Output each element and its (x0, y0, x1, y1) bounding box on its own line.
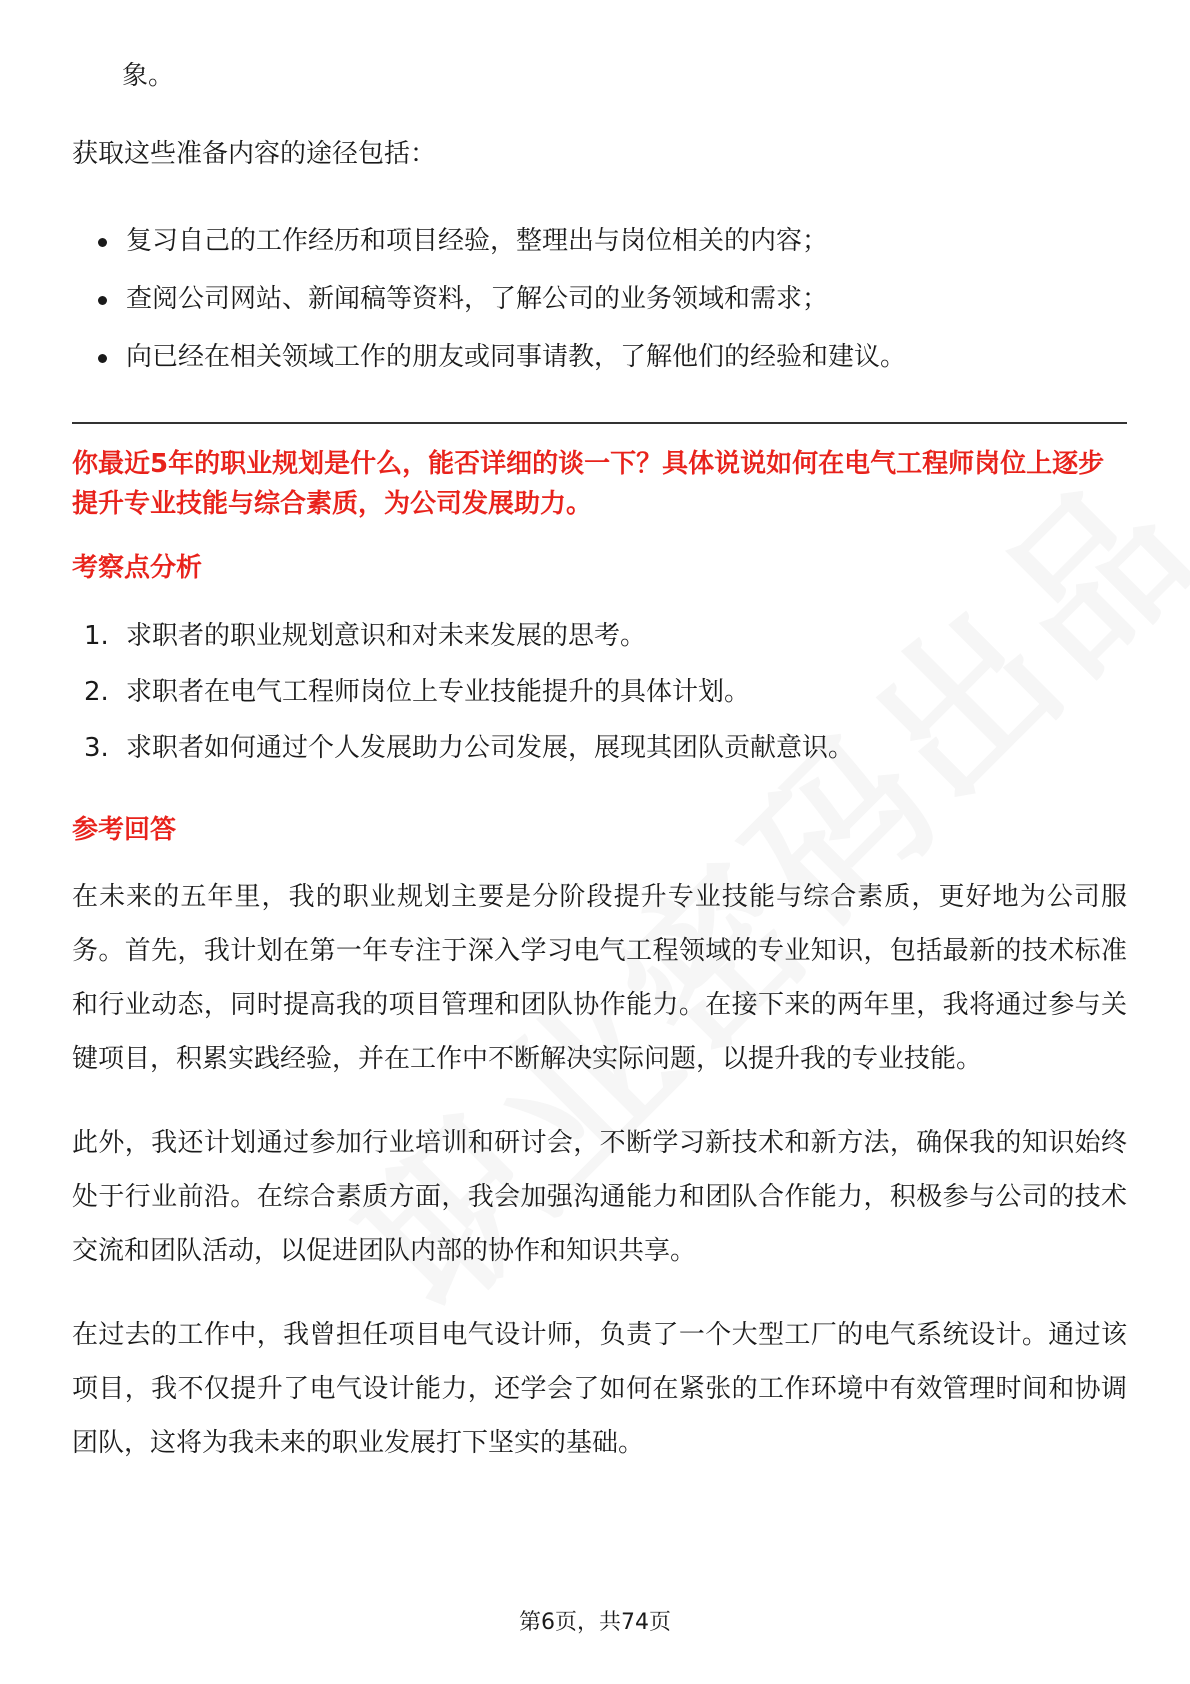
section-divider (72, 422, 1127, 424)
list-item-text: 求职者如何通过个人发展助力公司发展，展现其团队贡献意识。 (126, 733, 855, 763)
question-heading: 你最近5年的职业规划是什么，能否详细的谈一下？具体说说如何在电气工程师岗位上逐步提升专业技能与综合素质，为公司发展助力。 (72, 449, 1105, 519)
list-item-text: 向已经在相关领域工作的朋友或同事请教，了解他们的经验和建议。 (126, 342, 907, 372)
prep-intro: 获取这些准备内容的途径包括： (72, 139, 437, 169)
list-item-text: 求职者在电气工程师岗位上专业技能提升的具体计划。 (126, 677, 751, 707)
list-number: 2. (84, 677, 109, 707)
list-item-text: 复习自己的工作经历和项目经验，整理出与岗位相关的内容； (126, 226, 829, 256)
page-footer: 第6页，共74页 (519, 1610, 671, 1635)
list-item (72, 720, 1127, 776)
answer-title: 参考回答 (72, 815, 177, 845)
bullet-icon (98, 238, 107, 247)
list-item (72, 328, 1127, 386)
continuation-text: 象。 (122, 61, 175, 91)
list-item (72, 212, 1127, 270)
list-item-text: 求职者的职业规划意识和对未来发展的思考。 (126, 621, 647, 651)
list-number: 3. (84, 733, 109, 763)
list-item (72, 664, 1127, 720)
bullet-icon (98, 296, 107, 305)
answer-paragraph: 此外，我还计划通过参加行业培训和研讨会，不断学习新技术和新方法，确保我的知识始终处于行业前沿。在综合素质方面，我会加强沟通能力和团队合作能力，积极参与公司的技术交流和团队活动，以促进团队内部的协作和知识共享。 (72, 1128, 1127, 1266)
answer-paragraph: 在未来的五年里，我的职业规划主要是分阶段提升专业技能与综合素质，更好地为公司服务。首先，我计划在第一年专注于深入学习电气工程领域的专业知识，包括最新的技术标准和行业动态，同时提高我的项目管理和团队协作能力。在接下来的两年里，我将通过参与关键项目，积累实践经验，并在工作中不断解决实际问题，以提升我的专业技能。 (72, 882, 1127, 1074)
page-content (72, 48, 1127, 1500)
answer-paragraph: 在过去的工作中，我曾担任项目电气设计师，负责了一个大型工厂的电气系统设计。通过该项目，我不仅提升了电气设计能力，还学会了如何在紧张的工作环境中有效管理时间和协调团队，这将为我未来的职业发展打下坚实的基础。 (72, 1320, 1127, 1458)
list-number: 1. (84, 621, 109, 651)
analysis-list (72, 608, 1127, 776)
bullet-icon (98, 354, 107, 363)
prep-list (72, 212, 1127, 386)
analysis-title: 考察点分析 (72, 553, 203, 583)
list-item-text: 查阅公司网站、新闻稿等资料，了解公司的业务领域和需求； (126, 284, 829, 314)
list-item (72, 270, 1127, 328)
list-item (72, 608, 1127, 664)
